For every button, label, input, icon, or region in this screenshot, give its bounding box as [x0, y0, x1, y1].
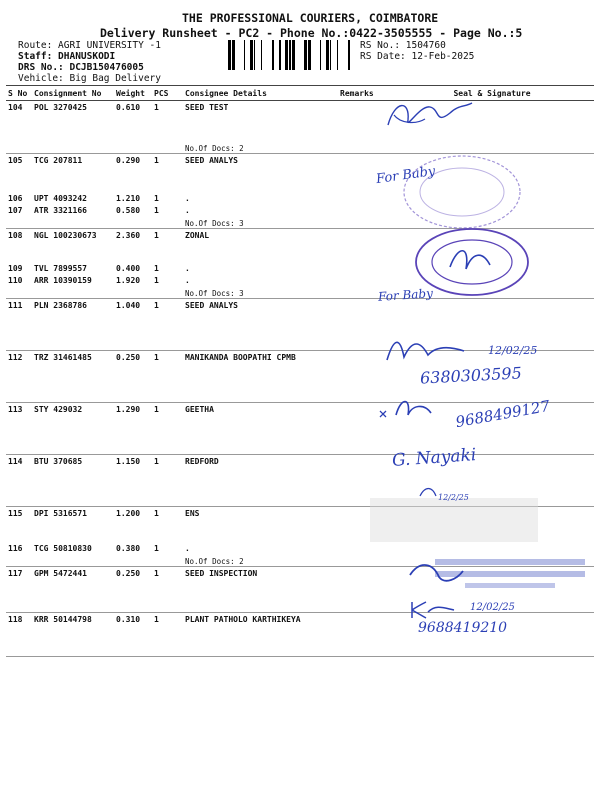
cell-seal-signature — [390, 455, 594, 507]
col-consignee: Consignee Details — [183, 86, 338, 101]
cell-remarks — [338, 612, 390, 656]
barcode — [228, 40, 354, 70]
cell-seal-signature — [390, 101, 594, 154]
barcode-bar — [285, 40, 288, 70]
cell-seal-signature — [390, 351, 594, 403]
barcode-bar — [232, 40, 235, 70]
cell-seal-signature — [390, 192, 594, 204]
cell-consignee: ENS — [185, 509, 200, 518]
cell-sno: 110 — [6, 274, 32, 299]
cell-sno: 118 — [6, 612, 32, 656]
cell-pcs: 1 — [154, 264, 159, 273]
cell-pcs: 1 — [154, 509, 159, 518]
cell-consignee: PLANT PATHOLO KARTHIKEYA — [183, 612, 338, 656]
signature-114: G. Nayaki — [391, 445, 477, 471]
cell-consignment-no: TVL 7899557 — [34, 264, 87, 273]
cell-weight: 1.290 — [114, 403, 152, 455]
cell-pcs: 1 — [152, 299, 183, 351]
cell-consignment-no: GPM 5472441 — [32, 566, 114, 612]
cell-consignee: . No.Of Docs: 3 — [183, 204, 338, 229]
cell-weight: 1.150 — [114, 455, 152, 507]
cell-weight: 1.920 — [114, 274, 152, 299]
cell-seal-signature — [390, 612, 594, 656]
cell-weight: 0.380 — [114, 542, 152, 567]
cell-pcs: 1 — [152, 204, 183, 229]
vehicle-label: Vehicle: Big Bag Delivery — [18, 73, 161, 84]
cell-pcs: 1 — [152, 542, 183, 567]
cell-remarks — [338, 299, 390, 351]
cell-weight: 1.200 — [116, 509, 141, 518]
cell-sno: 108 — [8, 230, 23, 240]
cell-remarks — [338, 542, 390, 567]
cell-sno: 117 — [6, 566, 32, 612]
cell-seal-signature — [390, 228, 594, 262]
table-row — [6, 101, 594, 154]
cell-consignment-no: ARR 10390159 — [32, 274, 114, 299]
barcode-bar — [292, 40, 295, 70]
cell-seal-signature — [390, 542, 594, 567]
cell-sno: 114 — [6, 455, 32, 507]
table-row — [6, 403, 594, 455]
table-row — [6, 299, 594, 351]
barcode-bar — [337, 40, 338, 70]
table-row — [6, 154, 594, 192]
phone-113: 9688499127 — [454, 396, 552, 432]
table-row — [6, 262, 594, 274]
cell-sno: 107 — [6, 204, 32, 229]
cell-pcs: 1 — [154, 193, 159, 203]
cell-sno: 115 — [8, 509, 23, 518]
cell-consignment-no: NGL 100230673 — [34, 230, 97, 240]
table-row — [6, 542, 594, 567]
col-weight: Weight — [114, 86, 152, 101]
cell-sno: 116 — [6, 542, 32, 567]
col-remarks: Remarks — [338, 86, 390, 101]
cell-weight: 0.250 — [114, 351, 152, 403]
cell-remarks — [338, 274, 390, 299]
header-row — [6, 86, 594, 101]
cell-consignee: GEETHA — [183, 403, 338, 455]
cell-consignee: . — [185, 193, 190, 203]
cell-remarks — [338, 262, 390, 274]
table-row — [6, 612, 594, 656]
cell-consignment-no: TRZ 31461485 — [32, 351, 114, 403]
cell-weight: 2.360 — [116, 230, 141, 240]
cell-pcs: 1 — [152, 566, 183, 612]
cell-pcs: 1 — [152, 455, 183, 507]
cell-seal-signature — [390, 507, 594, 542]
cell-sno: 109 — [8, 264, 23, 273]
cell-consignee: MANIKANDA BOOPATHI CPMB — [183, 351, 338, 403]
cell-sno: 112 — [6, 351, 32, 403]
table-row — [6, 204, 594, 229]
docs-count: No.Of Docs: 3 — [185, 218, 244, 228]
cell-weight: 0.610 — [114, 101, 152, 154]
page-header — [0, 0, 600, 90]
date-112: 12/02/25 — [488, 344, 538, 357]
barcode-bar — [228, 40, 231, 70]
cell-weight: 1.210 — [116, 193, 141, 203]
cell-remarks — [338, 228, 390, 262]
cell-consignee: . No.Of Docs: 3 — [183, 274, 338, 299]
col-sno: S No — [6, 86, 32, 101]
cell-consignee: SEED ANALYS — [185, 156, 238, 165]
col-consignment: Consignment No — [32, 86, 114, 101]
cell-consignee: SEED TEST No.Of Docs: 2 — [183, 101, 338, 154]
cell-remarks — [338, 101, 390, 154]
cell-seal-signature — [390, 274, 594, 299]
barcode-bar — [348, 40, 350, 70]
table-row — [6, 274, 594, 299]
cell-sno: 113 — [6, 403, 32, 455]
table-row — [6, 228, 594, 262]
rs-date: RS Date: 12-Feb-2025 — [360, 51, 475, 62]
cell-remarks — [338, 403, 390, 455]
runsheet-table — [6, 85, 594, 657]
table-row — [6, 351, 594, 403]
cell-seal-signature — [390, 154, 594, 192]
cell-remarks — [338, 351, 390, 403]
cell-pcs: 1 — [154, 230, 159, 240]
cell-consignment-no: TCG 50810830 — [32, 542, 114, 567]
cell-remarks — [338, 455, 390, 507]
barcode-bar — [308, 40, 311, 70]
drs-label: DRS No.: DCJB150476005 — [18, 62, 144, 73]
barcode-bar — [261, 40, 262, 70]
barcode-bar — [272, 40, 274, 70]
runsheet-table-wrap — [6, 85, 596, 657]
phone-112: 6380303595 — [419, 363, 523, 388]
cell-consignee: REDFORD — [183, 455, 338, 507]
rs-number: RS No.: 1504760 — [360, 40, 446, 51]
staff-label: Staff: DHANUSKODI — [18, 51, 116, 62]
table-row — [6, 566, 594, 612]
cell-weight: 0.250 — [114, 566, 152, 612]
barcode-bar — [326, 40, 329, 70]
cell-remarks — [338, 507, 390, 542]
phone-118: 9688419210 — [418, 620, 508, 636]
cell-consignee: SEED ANALYS — [183, 299, 338, 351]
route-label: Route: AGRI UNIVERSITY -1 — [18, 40, 161, 51]
cell-weight: 0.310 — [114, 612, 152, 656]
table-row — [6, 507, 594, 542]
cell-consignee: . No.Of Docs: 2 — [183, 542, 338, 567]
cell-seal-signature — [390, 403, 594, 455]
barcode-bar — [304, 40, 307, 70]
cell-seal-signature — [390, 262, 594, 274]
cell-remarks — [338, 154, 390, 192]
cell-consignment-no: KRR 50144798 — [32, 612, 114, 656]
docs-count: No.Of Docs: 2 — [185, 144, 244, 153]
barcode-bar — [250, 40, 253, 70]
cell-weight: 0.290 — [116, 156, 141, 165]
docs-count: No.Of Docs: 3 — [185, 289, 244, 298]
cell-sno: 106 — [8, 193, 23, 203]
cell-sno: 111 — [6, 299, 32, 351]
cell-consignment-no: BTU 370685 — [32, 455, 114, 507]
docs-count: No.Of Docs: 2 — [185, 556, 244, 566]
cell-consignment-no: PLN 2368786 — [32, 299, 114, 351]
cell-pcs: 1 — [152, 351, 183, 403]
cell-seal-signature — [390, 299, 594, 351]
cell-sno: 105 — [8, 156, 23, 165]
cell-consignee: . — [185, 264, 190, 273]
runsheet-title: Delivery Runsheet - PC2 - Phone No.:0422-3505555 - Page No.:5 — [100, 26, 523, 40]
cell-remarks — [338, 204, 390, 229]
table-row — [6, 455, 594, 507]
cell-consignment-no: ATR 3321166 — [32, 204, 114, 229]
barcode-bar — [289, 40, 291, 70]
cell-weight: 1.040 — [114, 299, 152, 351]
cell-consignee: ZONAL — [185, 230, 210, 240]
table-row — [6, 192, 594, 204]
cell-seal-signature — [390, 204, 594, 229]
cell-weight: 0.580 — [114, 204, 152, 229]
cell-consignee: SEED INSPECTION — [183, 566, 338, 612]
cell-remarks — [338, 566, 390, 612]
barcode-bar — [244, 40, 245, 70]
cell-consignment-no: DPI 5316571 — [34, 509, 87, 518]
for-baby-2: For Baby — [377, 286, 434, 304]
cell-pcs: 1 — [152, 101, 183, 154]
cell-sno: 104 — [6, 101, 32, 154]
cell-pcs: 1 — [152, 274, 183, 299]
cell-pcs: 1 — [154, 156, 159, 165]
cell-consignment-no: STY 429032 — [32, 403, 114, 455]
barcode-bar — [279, 40, 281, 70]
company-name: THE PROFESSIONAL COURIERS, COIMBATORE — [182, 11, 439, 25]
barcode-bar — [254, 40, 255, 70]
cell-pcs: 1 — [152, 612, 183, 656]
cell-consignment-no: TCG 207811 — [34, 156, 83, 165]
for-baby-1: For Baby — [375, 163, 437, 188]
cell-seal-signature — [390, 566, 594, 612]
cell-remarks — [338, 192, 390, 204]
date-118: 12/02/25 — [470, 602, 515, 613]
col-seal-signature: Seal & Signature — [390, 86, 594, 101]
cell-pcs: 1 — [152, 403, 183, 455]
date-115: 12/2/25 — [438, 493, 469, 502]
barcode-bar — [320, 40, 321, 70]
cell-consignment-no: UPT 4093242 — [34, 193, 87, 203]
cell-weight: 0.400 — [116, 264, 141, 273]
col-pcs: PCS — [152, 86, 183, 101]
cell-consignment-no: POL 3270425 — [32, 101, 114, 154]
barcode-bar — [330, 40, 331, 70]
